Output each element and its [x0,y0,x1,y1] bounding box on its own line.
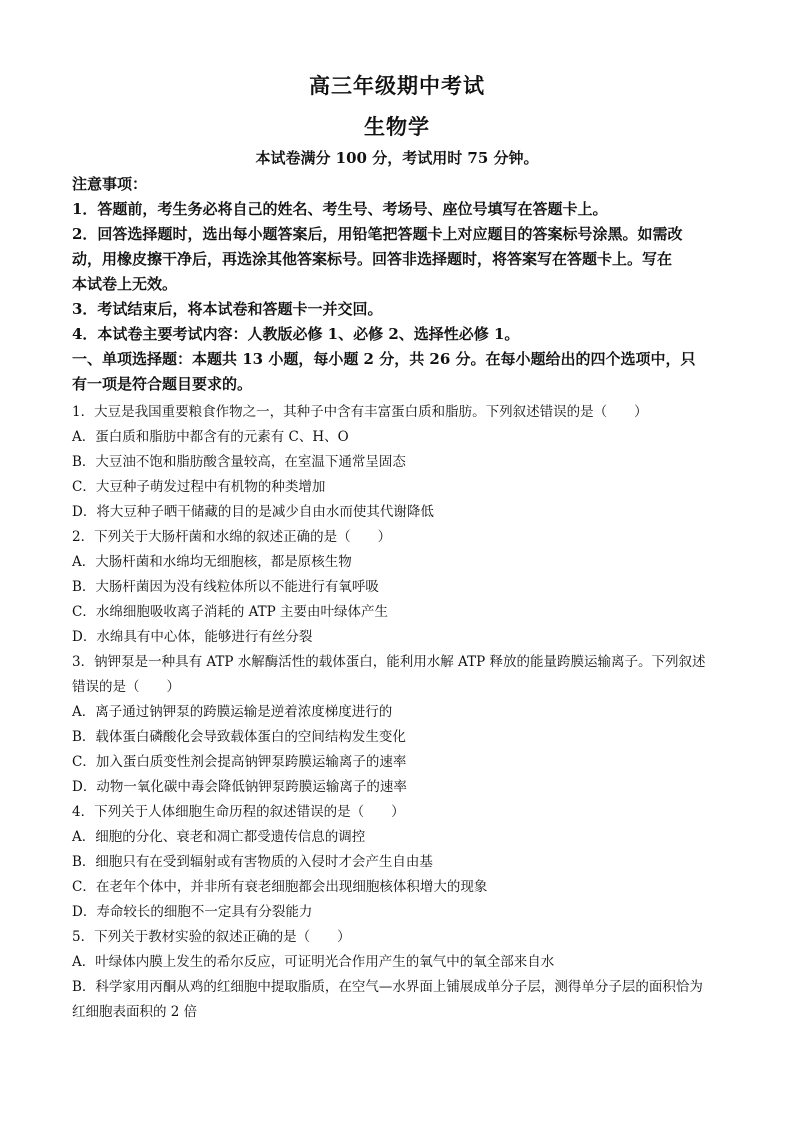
note-line: 1．答题前，考生务必将自己的姓名、考生号、考场号、座位号填写在答题卡上。 [72,200,608,218]
note-line: 本试卷上无效。 [72,275,178,293]
question-stem: 5．下列关于教材实验的叙述正确的是（ ） [72,929,351,945]
subject-title: 生物学 [364,115,430,139]
question-stem: 2．下列关于大肠杆菌和水绵的叙述正确的是（ ） [72,529,392,545]
question-option: D．将大豆种子晒干储藏的目的是减少自由水而使其代谢降低 [72,504,434,520]
question-option: B．科学家用丙酮从鸡的红细胞中提取脂质，在空气—水界面上铺展成单分子层，测得单分子层的面积恰为 [72,979,703,995]
question-option: C．加入蛋白质变性剂会提高钠钾泵跨膜运输离子的速率 [72,754,407,770]
section-heading: 有一项是符合题目要求的。 [72,375,253,393]
section-heading: 一、单项选择题：本题共 13 小题，每小题 2 分，共 26 分。在每小题给出的四个选项中，只 [72,350,696,368]
notes-heading: 注意事项： [72,175,148,193]
question-option: C．大豆种子萌发过程中有机物的种类增加 [72,479,326,495]
question-option: A．蛋白质和脂肪中都含有的元素有 C、H、O [72,429,349,445]
question-stem: 1．大豆是我国重要粮食作物之一，其种子中含有丰富蛋白质和脂肪。下列叙述错误的是（ ） [72,404,648,420]
note-line: 动，用橡皮擦干净后，再选涂其他答案标号。回答非选择题时，将答案写在答题卡上。写在 [72,250,673,268]
exam-title: 高三年级期中考试 [309,74,485,98]
question-stem: 错误的是（ ） [72,679,180,695]
question-option: A．细胞的分化、衰老和凋亡都受遗传信息的调控 [72,829,366,845]
question-option: C．在老年个体中，并非所有衰老细胞都会出现细胞核体积增大的现象 [72,879,488,895]
question-option: D．寿命较长的细胞不一定具有分裂能力 [72,904,313,920]
question-option: D．水绵具有中心体，能够进行有丝分裂 [72,629,313,645]
question-option: A．离子通过钠钾泵的跨膜运输是逆着浓度梯度进行的 [72,704,393,720]
question-option: B．细胞只有在受到辐射或有害物质的入侵时才会产生自由基 [72,854,433,870]
question-option: B．大肠杆菌因为没有线粒体所以不能进行有氧呼吸 [72,579,379,595]
note-line: 2．回答选择题时，选出每小题答案后，用铅笔把答题卡上对应题目的答案标号涂黑。如需改 [72,225,683,243]
question-option: B．大豆油不饱和脂肪酸含量较高，在室温下通常呈固态 [72,454,406,470]
question-option: A．叶绿体内膜上发生的希尔反应，可证明光合作用产生的氧气中的氧全部来自水 [72,954,555,970]
note-line: 4．本试卷主要考试内容：人教版必修 1、必修 2、选择性必修 1。 [72,325,520,343]
question-stem: 4．下列关于人体细胞生命历程的叙述错误的是（ ） [72,804,405,820]
question-option: A．大肠杆菌和水绵均无细胞核，都是原核生物 [72,554,352,570]
question-option: C．水绵细胞吸收离子消耗的 ATP 主要由叶绿体产生 [72,604,389,620]
question-option: 红细胞表面积的 2 倍 [72,1004,198,1020]
question-option: B．载体蛋白磷酸化会导致载体蛋白的空间结构发生变化 [72,729,406,745]
exam-meta: 本试卷满分 100 分，考试用时 75 分钟。 [255,149,539,167]
question-stem: 3．钠钾泵是一种具有 ATP 水解酶活性的载体蛋白，能利用水解 ATP 释放的能量跨膜运输离子。下列叙述 [72,654,706,670]
question-option: D．动物一氧化碳中毒会降低钠钾泵跨膜运输离子的速率 [72,779,407,795]
note-line: 3．考试结束后，将本试卷和答题卡一并交回。 [72,300,383,318]
